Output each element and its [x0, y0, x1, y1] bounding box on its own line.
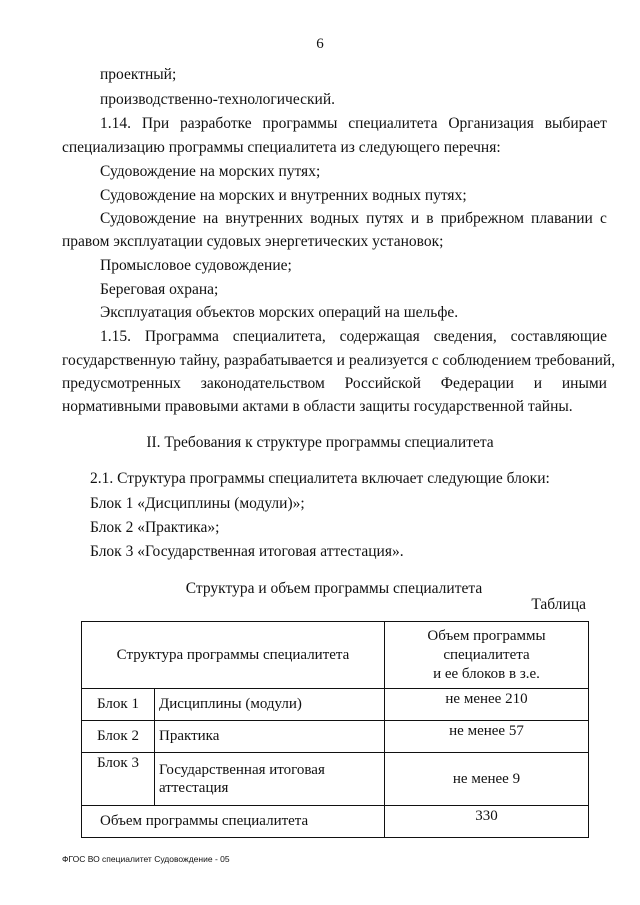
paragraph-1-15-line-1 — [100, 328, 607, 346]
block-name-cell: Практика — [155, 721, 385, 753]
table-total-row — [82, 806, 589, 838]
word: Российской — [344, 375, 421, 392]
table-row — [82, 689, 589, 721]
block-value-cell: не менее 210 — [385, 689, 589, 721]
word: плавании — [531, 210, 593, 227]
table-label: Таблица — [531, 596, 586, 613]
word: в — [426, 210, 434, 227]
block-value-cell: не менее 9 — [385, 753, 589, 806]
specialization-item-2: Судовождение на морских и внутренних водных путях; — [100, 187, 467, 204]
word: разработке — [180, 115, 252, 132]
word: и — [533, 375, 543, 392]
specialization-item-5: Береговая охрана; — [100, 281, 219, 298]
word: на — [203, 210, 219, 227]
block-name-line: Государственная итоговая — [159, 762, 325, 778]
block-1-item: Блок 1 «Дисциплины (модули)»; — [90, 495, 305, 512]
block-name-line: аттестация — [159, 780, 229, 796]
word: сведения, — [433, 328, 497, 345]
header-volume-line: специалитета — [443, 646, 530, 663]
table-row — [82, 753, 589, 806]
section-heading: II. Требования к структуре программы специалитета — [146, 434, 494, 451]
word: и — [410, 210, 420, 227]
word: программы — [262, 115, 338, 132]
block-value-cell: не менее 57 — [385, 721, 589, 753]
list-item-production: производственно-технологический. — [100, 91, 335, 108]
total-value-cell: 330 — [385, 806, 589, 838]
footer-note: ФГОС ВО специалитет Судовождение - 05 — [62, 854, 230, 864]
word: иными — [561, 375, 607, 392]
word: составляющие — [510, 328, 607, 345]
block-cell: Блок 1 — [82, 689, 155, 721]
paragraph-1-14-line-2: специализацию программы специалитета из следующего перечня: — [62, 139, 501, 156]
word: специалитета, — [232, 328, 326, 345]
specialization-item-3-line-1 — [100, 210, 607, 228]
paragraph-1-15-line-4: нормативными правовыми актами в области защиты государственной тайны. — [62, 398, 573, 415]
word: содержащая — [339, 328, 420, 345]
word: законодательством — [200, 375, 325, 392]
paragraph-2-1: 2.1. Структура программы специалитета включает следующие блоки: — [90, 470, 550, 487]
block-name-cell — [155, 753, 385, 806]
header-volume-line: Объем программы — [427, 627, 546, 644]
word: 1.15. — [100, 328, 131, 345]
word: внутренних — [225, 210, 303, 227]
table-caption: Структура и объем программы специалитета — [185, 580, 483, 597]
paragraph-1-15-line-2: государственную тайну, разрабатывается и реализуется с соблюдением требований, — [62, 352, 616, 369]
specialization-item-4: Промысловое судовождение; — [100, 257, 292, 274]
program-structure-table — [81, 621, 589, 838]
word: специалитета — [348, 115, 438, 132]
header-volume — [385, 622, 589, 689]
block-3-item: Блок 3 «Государственная итоговая аттестация». — [90, 543, 404, 560]
block-cell: Блок 2 — [82, 721, 155, 753]
word: путях — [366, 210, 404, 227]
block-name-cell: Дисциплины (модули) — [155, 689, 385, 721]
word: прибрежном — [440, 210, 524, 227]
specialization-item-6: Эксплуатация объектов морских операций на шельфе. — [100, 304, 459, 321]
word: Федерации — [440, 375, 514, 392]
word: предусмотренных — [62, 375, 181, 392]
paragraph-1-15-line-3 — [62, 375, 607, 393]
word: При — [141, 115, 170, 132]
total-label-cell: Объем программы специалитета — [82, 806, 385, 838]
word: Судовождение — [100, 210, 196, 227]
word: с — [600, 210, 607, 227]
specialization-item-1: Судовождение на морских путях; — [100, 163, 321, 180]
list-item-design: проектный; — [100, 66, 177, 83]
word: 1.14. — [100, 115, 131, 132]
word: водных — [310, 210, 360, 227]
specialization-item-3-line-2: правом эксплуатации судовых энергетических установок; — [62, 233, 444, 250]
paragraph-1-14-line-1 — [100, 115, 607, 133]
word: Организация — [448, 115, 534, 132]
block-2-item: Блок 2 «Практика»; — [90, 519, 220, 536]
header-structure: Структура программы специалитета — [82, 622, 385, 689]
block-cell: Блок 3 — [82, 753, 155, 806]
table-row — [82, 721, 589, 753]
word: Программа — [144, 328, 219, 345]
table-header-row — [82, 622, 589, 689]
page-number: 6 — [316, 36, 324, 52]
header-volume-line: и ее блоков в з.е. — [433, 665, 540, 682]
word: выбирает — [544, 115, 607, 132]
